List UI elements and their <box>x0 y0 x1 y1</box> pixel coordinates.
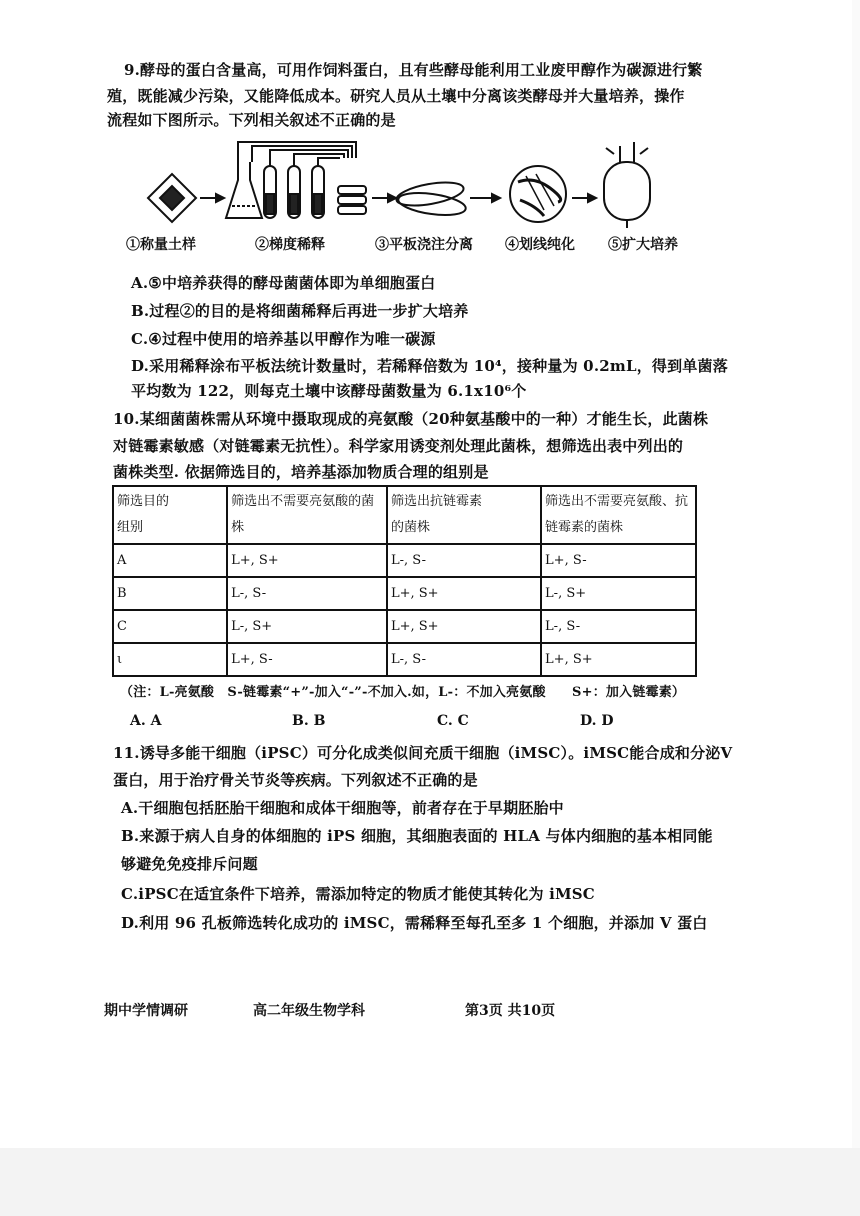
table-cell: L-, S+ <box>227 610 387 643</box>
page-bottom-margin <box>0 1148 860 1216</box>
table-cell: L+, S- <box>227 643 387 676</box>
fermenter-icon <box>604 142 650 228</box>
table-row <box>113 544 696 577</box>
header-cell-group: 筛选目的 组别 <box>113 486 227 544</box>
table-cell: L-, S+ <box>541 577 696 610</box>
pouring-plates-icon <box>395 178 467 218</box>
table-cell: L+, S+ <box>387 610 541 643</box>
step-label-2: ②梯度稀释 <box>255 237 325 253</box>
table-header-row <box>113 486 696 544</box>
q11-stem-line-1: 11.诱导多能干细胞（iPSC）可分化成类似间充质干细胞（iMSC）。iMSC能合成和分泌V <box>113 744 733 762</box>
step-label-4: ④划线纯化 <box>505 237 575 253</box>
q10-stem-line-3: 菌株类型. 依据筛选目的，培养基添加物质合理的组别是 <box>113 463 489 481</box>
step-label-1: ①称量土样 <box>126 237 196 253</box>
table-cell: B <box>113 577 227 610</box>
table-cell: L-, S- <box>387 544 541 577</box>
step-label-5: ⑤扩大培养 <box>608 237 678 253</box>
q11-option-a: A.干细胞包括胚胎干细胞和成体干细胞等，前者存在于早期胚胎中 <box>121 799 564 817</box>
step-label-3: ③平板浇注分离 <box>375 237 473 253</box>
test-tubes-icon <box>264 166 324 218</box>
table-cell: ι <box>113 643 227 676</box>
q9-stem-line-1: 9.酵母的蛋白含量高，可用作饲料蛋白，且有些酵母能利用工业废甲醇作为碳源进行繁 <box>124 61 703 79</box>
q10-stem-line-1: 10.某细菌菌株需从环境中摄取现成的亮氨酸（20种氨基酸中的一种）才能生长，此菌株 <box>113 410 709 428</box>
table-cell: L+, S+ <box>541 643 696 676</box>
footer-subject: 高二年级生物学科 <box>253 1003 365 1019</box>
table-cell: L-, S- <box>227 577 387 610</box>
q9-stem-line-2: 殖，既能减少污染，又能降低成本。研究人员从土壤中分离该类酵母并大量培养，操作 <box>107 87 685 105</box>
q9-option-c: C.④过程中使用的培养基以甲醇作为唯一碳源 <box>131 330 436 348</box>
q11-option-b: B.来源于病人自身的体细胞的 iPS 细胞，其细胞表面的 HLA 与体内细胞的基本相同能 <box>121 827 713 845</box>
footer-page-number: 第3页 共10页 <box>465 1003 556 1019</box>
streak-plate-icon <box>510 166 566 222</box>
table-cell: A <box>113 544 227 577</box>
q10-option-a: A. A <box>130 713 162 729</box>
q10-stem-line-2: 对链霉素敏感（对链霉素无抗性）。科学家用诱变剂处理此菌株，想筛选出表中列出的 <box>113 437 684 455</box>
q11-option-c: C.iPSC在适宜条件下培养，需添加特定的物质才能使其转化为 iMSC <box>121 885 595 903</box>
q11-option-b-cont: 够避免免疫排斥问题 <box>121 855 258 873</box>
table-cell: L-, S- <box>387 643 541 676</box>
q10-option-d: D. D <box>580 713 614 729</box>
q9-option-a: A.⑤中培养获得的酵母菌菌体即为单细胞蛋白 <box>131 274 436 292</box>
q10-option-b: B. B <box>292 713 326 729</box>
q10-note: （注：L-亮氨酸 S-链霉素“+”-加入“-”-不加入.如，L-：不加入亮氨酸 S+：加入链霉素） <box>120 685 686 700</box>
q9-option-d: D.采用稀释涂布平板法统计数量时，若稀释倍数为 10⁴，接种量为 0.2mL，得到单菌落 <box>131 357 728 375</box>
q9-stem-line-3: 流程如下图所示。下列相关叙述不正确的是 <box>107 111 396 129</box>
plate-stack-icon <box>338 186 366 214</box>
q11-option-d: D.利用 96 孔板筛选转化成功的 iMSC，需稀释至每孔至多 1 个细胞，并添加 V 蛋白 <box>121 914 708 932</box>
table-cell: L+, S+ <box>387 577 541 610</box>
header-cell-no-leucine: 筛选出不需要亮氨酸的菌 株 <box>227 486 387 544</box>
q11-stem-line-2: 蛋白，用于治疗骨关节炎等疾病。下列叙述不正确的是 <box>113 771 478 789</box>
soil-sample-icon <box>148 174 196 222</box>
screening-table <box>112 485 697 677</box>
q9-option-b: B.过程②的目的是将细菌稀释后再进一步扩大培养 <box>131 302 469 320</box>
table-cell: C <box>113 610 227 643</box>
table-row <box>113 643 696 676</box>
q10-option-c: C. C <box>437 713 469 729</box>
procedure-flow-diagram <box>140 136 700 231</box>
table-cell: L-, S- <box>541 610 696 643</box>
table-row <box>113 577 696 610</box>
flask-icon <box>226 162 262 218</box>
table-row <box>113 610 696 643</box>
q9-option-d-cont: 平均数为 122，则每克土壤中该酵母菌数量为 6.1x10⁶个 <box>131 382 527 400</box>
table-cell: L+, S- <box>541 544 696 577</box>
footer-exam-name: 期中学情调研 <box>104 1003 188 1019</box>
header-cell-both: 筛选出不需要亮氨酸、抗 链霉素的菌株 <box>541 486 696 544</box>
table-cell: L+, S+ <box>227 544 387 577</box>
header-cell-streptomycin: 筛选出抗链霉素 的菌株 <box>387 486 541 544</box>
